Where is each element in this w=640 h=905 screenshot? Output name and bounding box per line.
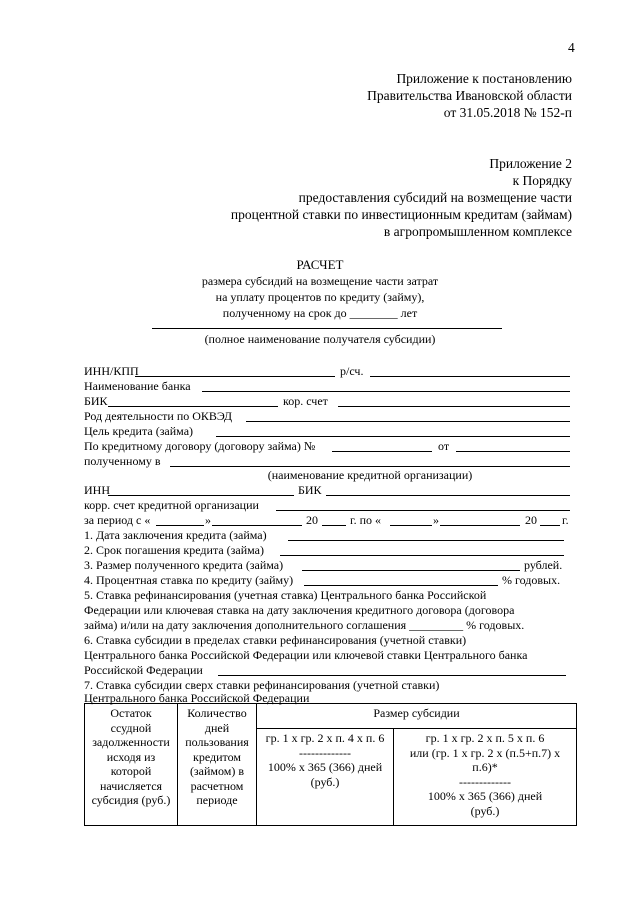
appendix-header — [172, 70, 572, 121]
inn-kpp-field[interactable] — [135, 376, 335, 377]
subsidy-table — [84, 703, 577, 826]
table-header-days — [178, 704, 257, 826]
item-5-line: Федерации или ключевая ставка на дату заключения кредитного договора (договора — [84, 603, 515, 617]
table-header-line: (займом) в — [189, 764, 245, 778]
inn-kpp-label: ИНН/КПП — [84, 364, 139, 378]
appendix2-header-line: предоставления субсидий на возмещение части — [298, 190, 572, 205]
period-to-label: г. по « — [350, 513, 381, 527]
inn-label: ИНН — [84, 483, 110, 497]
period-end-year-field[interactable] — [540, 525, 560, 526]
title-line: на уплату процентов по кредиту (займу), — [215, 290, 425, 304]
bik2-field[interactable] — [326, 495, 570, 496]
period-year2-label: 20 — [525, 513, 537, 527]
item-5-line: займа) и/или на дату заключения дополнительного соглашения _________ % годовых. — [84, 618, 525, 632]
item-3-label: 3. Размер полученного кредита (займа) — [84, 558, 284, 572]
table-header-line: дней — [204, 720, 230, 735]
from-label: от — [438, 439, 450, 453]
table-header-line: субсидия (руб.) — [91, 793, 171, 807]
item-4-unit: % годовых. — [502, 573, 561, 587]
received-in-label: полученному в — [84, 454, 161, 468]
formula-line: гр. 1 x гр. 2 x п. 5 x п. 6 — [425, 731, 545, 745]
bank-name-label: Наименование банка — [84, 379, 191, 393]
corr-account-org-label: корр. счет кредитной организации — [84, 498, 259, 512]
formula-line: (руб.) — [470, 803, 500, 818]
document-title — [170, 257, 470, 321]
table-header-line: начисляется — [99, 778, 163, 793]
corr-account-field[interactable] — [338, 406, 570, 407]
item-6-field[interactable] — [218, 675, 566, 676]
item-6-line: 6. Ставка субсидии в пределах ставки рефинансирования (учетной ставки) — [84, 633, 467, 647]
item-1-label: 1. Дата заключения кредита (займа) — [84, 528, 267, 542]
appendix2-header-line: к Порядку — [512, 173, 572, 188]
recipient-name-line[interactable] — [152, 328, 502, 329]
period-start-year-field[interactable] — [322, 525, 346, 526]
item-4-label: 4. Процентная ставка по кредиту (займу) — [84, 573, 294, 587]
item-6-line: Центрального банка Российской Федерации или ключевой ставки Центрального банка — [84, 648, 528, 662]
recipient-caption: (полное наименование получателя субсидии) — [204, 332, 436, 346]
inn-field[interactable] — [108, 495, 294, 496]
table-header-line: ссудной — [110, 720, 152, 735]
formula-line: (руб.) — [310, 774, 340, 789]
appendix-header-line: от 31.05.2018 № 152-п — [443, 105, 572, 120]
item-6-line: Российской Федерации — [84, 663, 203, 677]
table-header-line: Остаток — [110, 706, 152, 720]
item-7-line: Центрального банка Российской Федерации — [84, 691, 310, 705]
formula-line: ------------- — [299, 745, 351, 760]
credit-org-field[interactable] — [170, 466, 570, 467]
table-header-line: пользования — [185, 735, 249, 749]
period-start-label: за период с « — [84, 513, 151, 527]
formula-line: ------------- — [459, 774, 511, 789]
item-1-field[interactable] — [288, 540, 564, 541]
loan-agreement-number-field[interactable] — [332, 451, 432, 452]
item-2-field[interactable] — [280, 555, 564, 556]
credit-org-caption: (наименование кредитной организации) — [267, 468, 473, 482]
table-header-balance — [85, 704, 178, 826]
corr-account-org-field[interactable] — [276, 510, 570, 511]
period-end-day-field[interactable] — [390, 525, 432, 526]
bik-field[interactable] — [108, 406, 278, 407]
okved-label: Род деятельности по ОКВЭД — [84, 409, 233, 423]
loan-agreement-label: По кредитному договору (договору займа) № — [84, 439, 316, 453]
table-header-line: исходя из — [106, 749, 156, 764]
formula-line: 100% x 365 (366) дней — [267, 760, 383, 774]
bik-label: БИК — [84, 394, 108, 408]
appendix2-header — [72, 155, 572, 240]
formula-line: 100% x 365 (366) дней — [427, 789, 543, 803]
title-heading: РАСЧЕТ — [296, 257, 344, 272]
appendix2-header-line: процентной ставки по инвестиционным кредитам (займам) — [230, 207, 572, 222]
period-g-label: г. — [562, 513, 569, 527]
account-label: р/сч. — [340, 364, 364, 378]
period-quote-close-2: » — [433, 513, 439, 527]
item-2-label: 2. Срок погашения кредита (займа) — [84, 543, 264, 557]
bank-name-field[interactable] — [202, 391, 570, 392]
appendix2-header-line: Приложение 2 — [489, 156, 572, 171]
table-header-subsidy: Размер субсидии — [257, 704, 577, 729]
corr-account-label: кор. счет — [283, 394, 328, 408]
table-row — [85, 704, 577, 729]
period-quote-close: » — [205, 513, 211, 527]
table-header-line: задолженности — [92, 735, 170, 749]
account-field[interactable] — [370, 376, 570, 377]
table-header-line: Количество — [187, 706, 247, 720]
period-start-month-field[interactable] — [212, 525, 302, 526]
loan-agreement-date-field[interactable] — [456, 451, 570, 452]
item-3-field[interactable] — [302, 570, 520, 571]
table-header-line: расчетном — [190, 778, 244, 793]
table-header-line: периоде — [196, 793, 238, 807]
item-4-field[interactable] — [304, 585, 498, 586]
page-number: 4 — [568, 40, 575, 55]
table-header-formula-a — [257, 729, 394, 826]
formula-line: или (гр. 1 x гр. 2 x (п.5+п.7) x — [409, 745, 561, 760]
table-header-formula-b — [394, 729, 577, 826]
item-3-unit: рублей. — [524, 558, 563, 572]
item-5-line: 5. Ставка рефинансирования (учетная ставка) Центрального банка Российской — [84, 588, 487, 602]
appendix2-header-line: в агропромышленном комплексе — [383, 224, 572, 239]
formula-line: гр. 1 x гр. 2 x п. 4 x п. 6 — [265, 731, 385, 745]
item-7-line: 7. Ставка субсидии сверх ставки рефинансирования (учетной ставки) — [84, 678, 440, 692]
title-line: полученному на срок до ________ лет — [222, 306, 418, 320]
appendix-header-line: Приложение к постановлению — [396, 71, 572, 86]
period-start-day-field[interactable] — [156, 525, 204, 526]
loan-purpose-field[interactable] — [216, 436, 570, 437]
period-end-month-field[interactable] — [440, 525, 520, 526]
appendix-header-line: Правительства Ивановской области — [367, 88, 572, 103]
bik2-label: БИК — [298, 483, 322, 497]
period-year1-label: 20 — [306, 513, 318, 527]
title-line: размера субсидий на возмещение части затрат — [201, 274, 439, 288]
loan-purpose-label: Цель кредита (займа) — [84, 424, 194, 438]
formula-line: п.6)* — [472, 760, 498, 774]
okved-field[interactable] — [246, 421, 570, 422]
table-header-line: которой — [110, 764, 152, 778]
table-header-line: кредитом — [193, 749, 241, 764]
